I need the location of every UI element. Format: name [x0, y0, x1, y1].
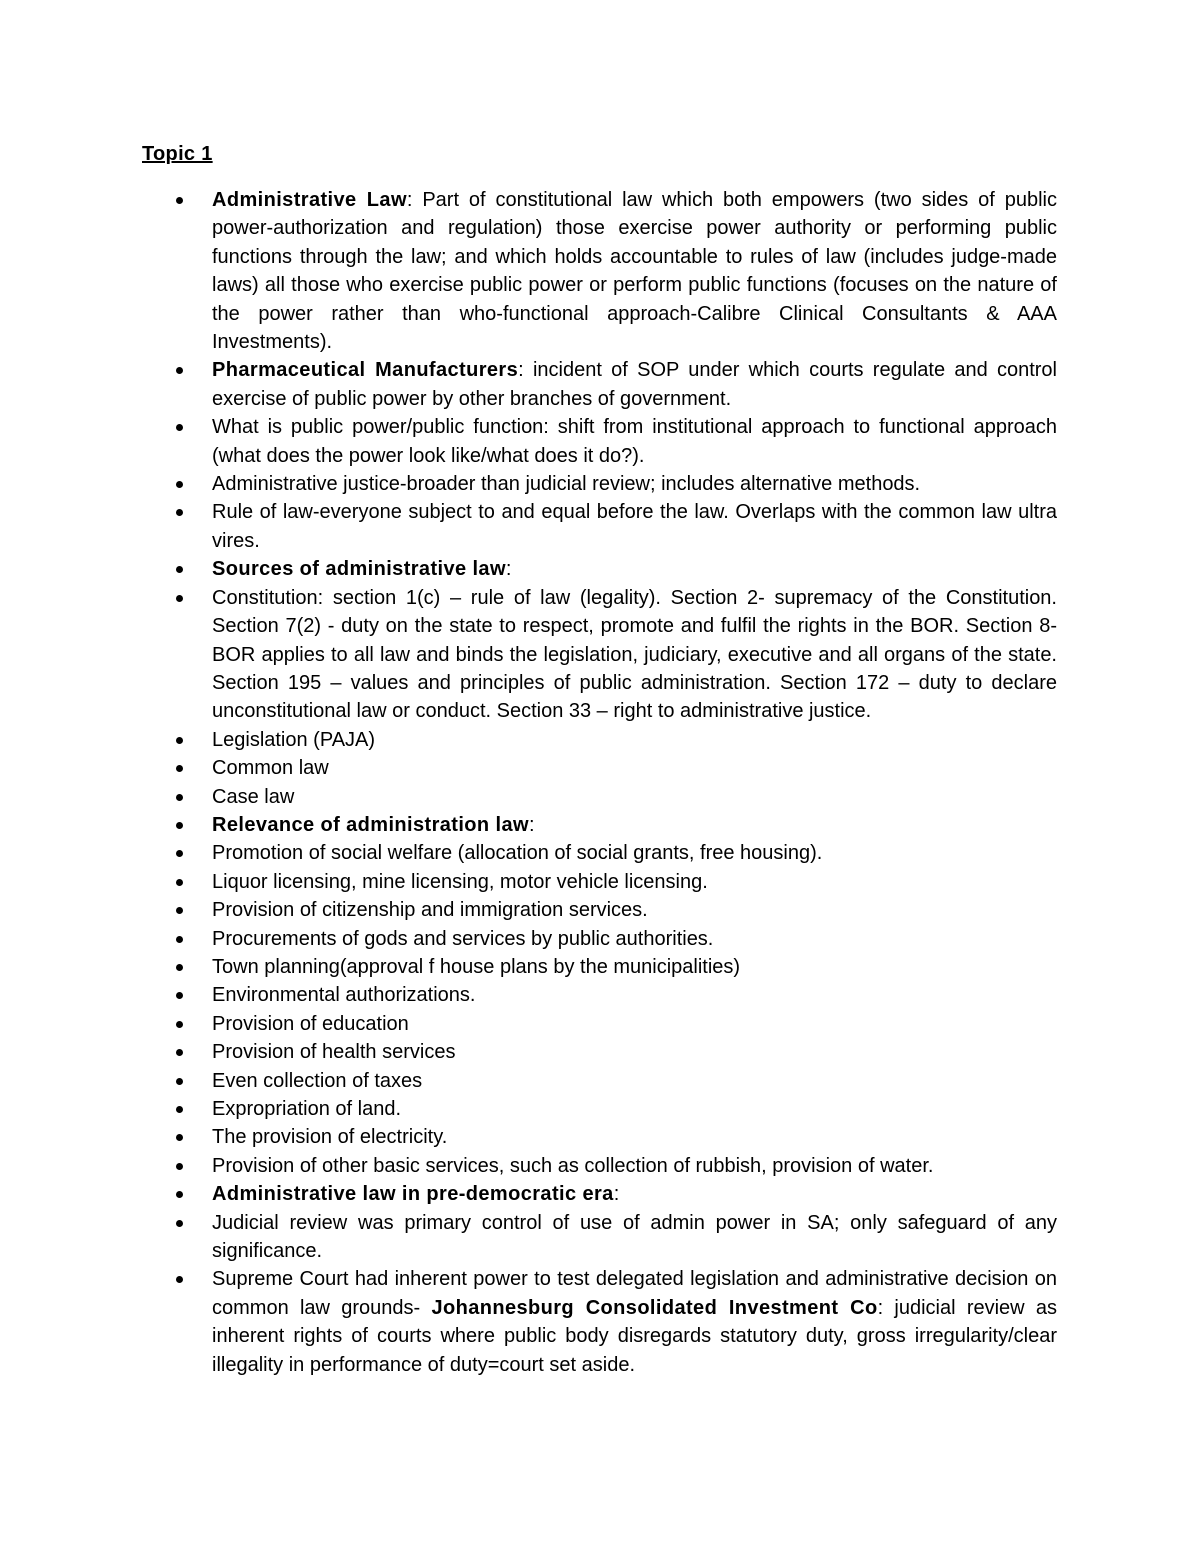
item-text: Promotion of social welfare (allocation of social grants, free housing).	[212, 842, 823, 865]
item-text: Procurements of gods and services by public authorities.	[212, 927, 714, 950]
item-text: Town planning(approval f house plans by the municipalities)	[212, 955, 741, 978]
item-text: Rule of law-everyone subject to and equal before the law. Overlaps with the common law ultra vires.	[212, 501, 1057, 552]
list-item	[212, 1265, 1057, 1379]
bold-term: Administrative Law	[212, 189, 407, 211]
item-text: Provision of health services	[212, 1041, 456, 1064]
bullet-list	[212, 186, 1057, 1379]
item-text: Provision of citizenship and immigration services.	[212, 899, 648, 922]
list-item	[212, 925, 1057, 953]
bold-term: Relevance of administration law	[212, 813, 529, 836]
list-item	[212, 953, 1057, 981]
item-text: : incident of SOP under which courts regulate and control exercise of public power by other branches of government.	[212, 359, 1058, 410]
list-item	[212, 498, 1057, 555]
list-item	[212, 1095, 1057, 1123]
list-item	[212, 1038, 1057, 1066]
list-item	[212, 1123, 1057, 1151]
list-item	[212, 584, 1057, 726]
list-item	[212, 868, 1057, 896]
item-text: Common law	[212, 757, 329, 780]
item-text: Supreme Court had inherent power to test delegated legislation and administrative decision on common law grounds-	[212, 1268, 1057, 1319]
item-text: What is public power/public function: shift from institutional approach to functional approach (what does the power look like/what does it do?).	[212, 416, 1057, 467]
item-text: : judicial review as inherent rights of courts where public body disregards statutory duty, gross irregularity/clear illegality in performance of duty=court set aside.	[212, 1296, 1057, 1376]
list-item	[212, 754, 1057, 782]
item-text: Constitution: section 1(c) – rule of law (legality). Section 2- supremacy of the Constitution. Section 7(2) - duty on the state to respect, promote and fulfil the rights in the BOR. Section 8- BOR applies to all law and binds the legislation, judiciary, executive and all organs of the state. Section 195 – values and principles of public administration. Section 172 – duty to declare unconstitutional law or conduct. Section 33 – right to administrative justice.	[212, 586, 1057, 723]
list-item	[212, 726, 1057, 754]
bold-term: Pharmaceutical Manufacturers	[212, 359, 519, 382]
item-text: Even collection of taxes	[212, 1069, 423, 1092]
bold-term: Johannesburg Consolidated Investment Co	[431, 1296, 878, 1319]
item-text: Administrative justice-broader than judicial review; includes alternative methods.	[212, 473, 921, 496]
list-item	[212, 1209, 1057, 1266]
item-text: Case law	[212, 785, 295, 808]
item-text: Legislation (PAJA)	[212, 728, 376, 751]
list-item	[212, 839, 1057, 867]
item-text: :	[528, 813, 535, 836]
list-item	[212, 896, 1057, 924]
item-text: :	[613, 1183, 620, 1206]
item-text: Environmental authorizations.	[212, 984, 476, 1007]
item-text: Provision of education	[212, 1012, 409, 1035]
list-item	[212, 186, 1057, 356]
list-item	[212, 811, 1057, 839]
item-text: Provision of other basic services, such as collection of rubbish, provision of water.	[212, 1154, 934, 1177]
list-item	[212, 555, 1057, 583]
page-title: Topic 1	[142, 143, 213, 165]
item-text: Judicial review was primary control of use of admin power in SA; only safeguard of any significance.	[212, 1211, 1057, 1263]
item-text: The provision of electricity.	[212, 1126, 448, 1149]
item-text: : Part of constitutional law which both empowers (two sides of public power-authorization and regulation) those exercise power authority or performing public functions through the law; and which holds accountable to rules of law (includes judge-made laws) all those who exercise public power or perform public functions (focuses on the nature of the power rather than who-functional approach-Calibre Clinical Consultants & AAA Investments).	[212, 189, 1057, 354]
list-item	[212, 413, 1057, 470]
list-item	[212, 1067, 1057, 1095]
list-item	[212, 356, 1057, 413]
list-item	[212, 1180, 1057, 1208]
item-text: Expropriation of land.	[212, 1098, 402, 1120]
bold-term: Administrative law in pre-democratic era	[212, 1183, 614, 1206]
item-text: :	[505, 558, 512, 581]
list-item	[212, 1152, 1057, 1180]
list-item	[212, 783, 1057, 811]
list-item	[212, 1010, 1057, 1038]
bold-term: Sources of administrative law	[212, 558, 506, 581]
list-item	[212, 981, 1057, 1009]
list-item	[212, 470, 1057, 498]
item-text: Liquor licensing, mine licensing, motor vehicle licensing.	[212, 870, 708, 893]
